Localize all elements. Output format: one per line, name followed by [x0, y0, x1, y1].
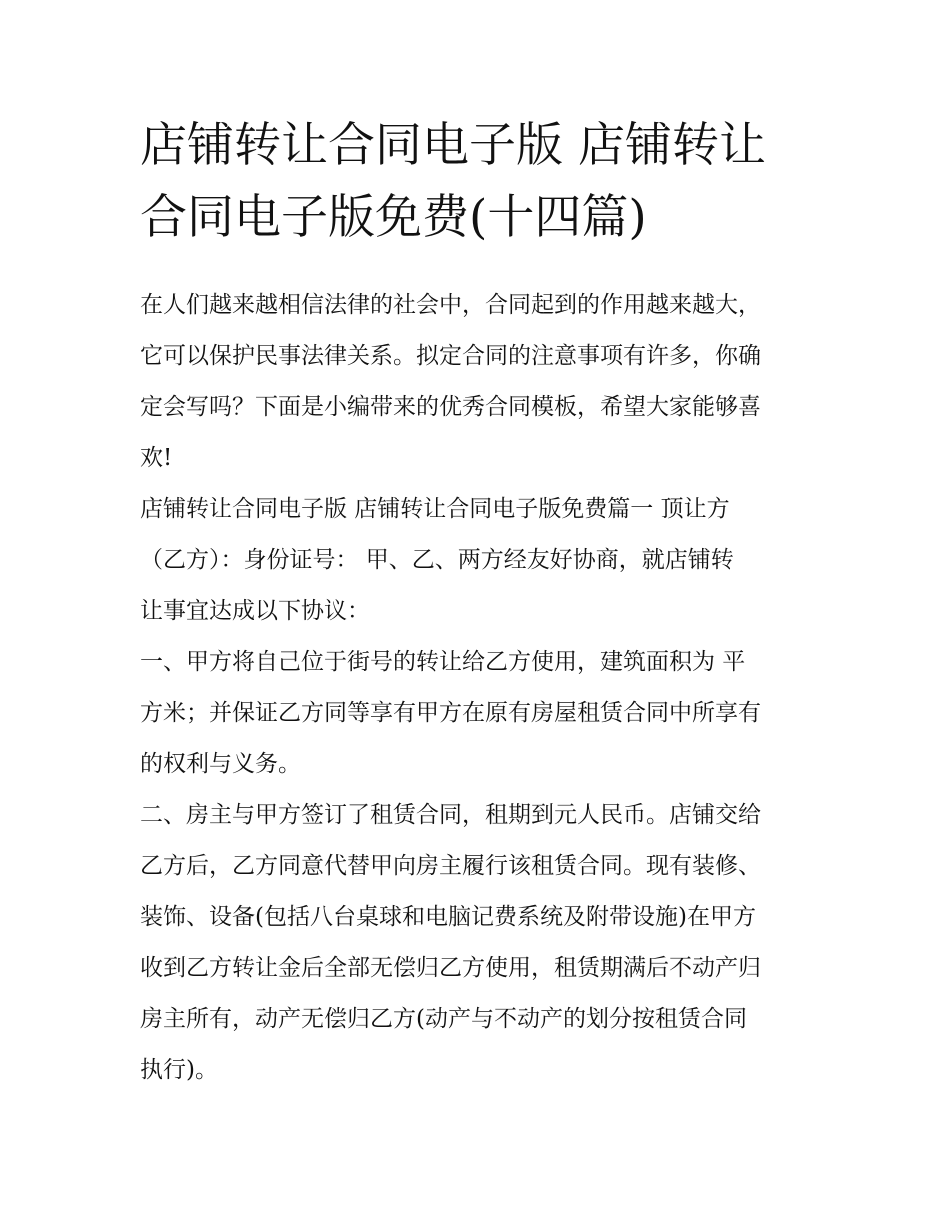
- body-line: 收到乙方转让金后全部无偿归乙方使用，租赁期满后不动产归: [140, 955, 761, 981]
- body-line: 房主所有，动产无偿归乙方(动产与不动产的划分按租赁合同: [140, 1006, 747, 1032]
- body-line: （乙方）：身份证号： 甲、乙、两方经友好协商，就店铺转: [140, 547, 734, 573]
- body-line: 执行)。: [140, 1057, 218, 1083]
- body-line: 店铺转让合同电子版 店铺转让合同电子版免费篇一 顶让方: [140, 496, 730, 522]
- body-line: 方米；并保证乙方同等享有甲方在原有房屋租赁合同中所享有: [140, 700, 761, 726]
- body-line: 一、甲方将自己位于街号的转让给乙方使用，建筑面积为 平: [140, 649, 746, 675]
- title-line: 合同电子版免费(十四篇): [140, 190, 647, 245]
- document-title: [140, 110, 820, 254]
- body-line: 它可以保护民事法律关系。拟定合同的注意事项有许多，你确: [140, 343, 761, 369]
- body-line: 二、房主与甲方签订了租赁合同，租期到元人民币。店铺交给: [140, 802, 761, 828]
- title-line: 店铺转让合同电子版 店铺转让: [140, 118, 766, 173]
- body-line: 的权利与义务。: [140, 751, 301, 777]
- body-line: 装饰、设备(包括八台桌球和电脑记费系统及附带设施)在甲方: [140, 904, 756, 930]
- body-line: 欢!: [140, 445, 173, 471]
- body-line: 让事宜达成以下协议：: [140, 598, 370, 624]
- body-line: 在人们越来越相信法律的社会中，合同起到的作用越来越大，: [140, 292, 761, 318]
- body-line: 定会写吗？下面是小编带来的优秀合同模板，希望大家能够喜: [140, 394, 761, 420]
- document-body: [140, 280, 820, 1096]
- body-line: 乙方后，乙方同意代替甲向房主履行该租赁合同。现有装修、: [140, 853, 761, 879]
